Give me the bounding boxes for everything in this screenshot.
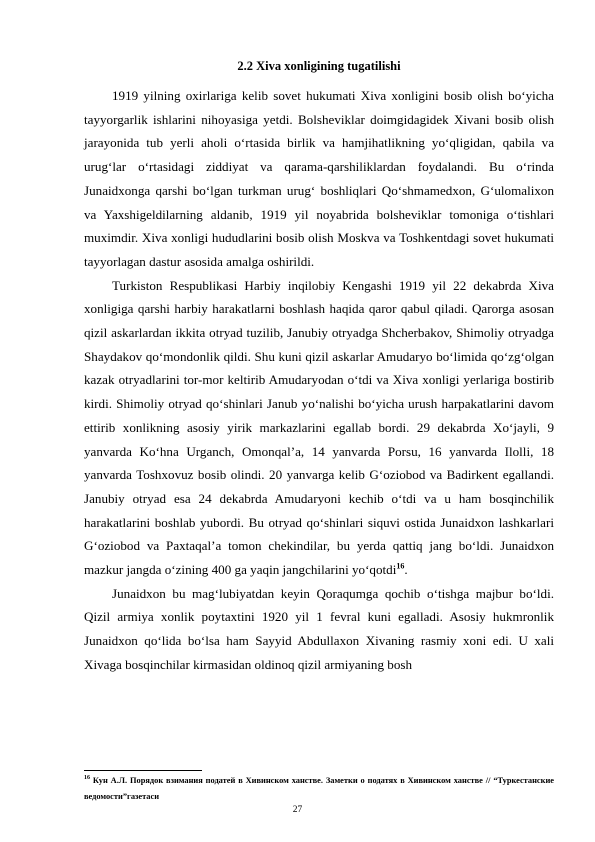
paragraph-1: 1919 yilning oxirlariga kelib sovet hukumati Xiva xonligini bosib olish bo‘yicha tayyorgarlik ishlarini nihoyasiga yetdi. Bolsheviklar doimgidagidek Xivani bosib olish jarayonida tub yerli aholi o‘rtasida birlik va hamjihatlikning yo‘qligidan, qabila va urug‘lar o‘rtasidagi ziddiyat va qarama-qarshiliklardan foydalandi. Bu o‘rinda Junaidxonga qarshi bo‘lgan turkman urug‘ boshliqlari Qo‘shmamedxon, G‘ulomalixon va Yaxshigeldilarning aldanib, 1919 yil noyabrida bolsheviklar tomoniga o‘tishlari muximdir. Xiva xonligi hududlarini bosib olish Moskva va Toshkentdagi sovet hukumati tayyorlagan dastur asosida amalga oshirildi. — [84, 88, 554, 269]
footnote-reference[interactable]: 16 — [396, 561, 405, 571]
footnote-divider — [84, 770, 202, 771]
paragraph-2-text: Turkiston Respublikasi Harbiy inqilobiy Kengashi 1919 yil 22 dekabrda Xiva xonligiga qarshi harbiy harakatlarni boshlash haqida qaror qabul qiladi. Qarorga asosan qizil askarlardan ikkita otryad tuzilib, Janubiy otryadga Shcherbakov, Shimoliy otryadga Shaydakov qo‘mondonlik qildi. Shu kuni qizil askarlar Amudaryo bo‘limida qo‘zg‘olgan kazak otryadlarini tor-mor keltirib Amudaryodan o‘tdi va Xiva xonligi yerlariga bostirib kirdi. Shimoliy otryad qo‘shinlari Janub yo‘nalishi bo‘yicha urush harpakatlarini davom ettirib xonlikning asosiy yirik markazlarini egallab bordi. 29 dekabrda Xo‘jayli, 9 yanvarda Ko‘hna Urganch, Omonqal’a, 14 yanvarda Porsu, 16 yanvarda Ilolli, 18 yanvarda Toshxovuz bosib olindi. 20 yanvarga kelib G‘oziobod va Badirkent egallandi. Janubiy otryad esa 24 dekabrda Amudaryoni kechib o‘tdi va u ham bosqinchilik harakatlarini boshlab yubordi. Bu otryad qo‘shinlari siquvi ostida Junaidxon lashkarlari G‘oziobod va Paxtaqal’a tomon chekindilar, bu yerda qattiq jang bo‘ldi. Junaidxon mazkur jangda o‘zining 400 ga yaqin jangchilarini yo‘qotdi — [84, 277, 554, 578]
footnote — [84, 773, 554, 805]
paragraph-3: Junaidxon bu mag‘lubiyatdan keyin Qoraqumga qochib o‘tishga majbur bo‘ldi. Qizil armiya xonlik poytaxtini 1920 yil 1 fevral kuni egalladi. Asosiy hukmronlik Junaidxon qo‘lida bo‘lsa ham Sayyid Abdullaxon Xivaning rasmiy xoni edi. U xali Xivaga bosqinchilar kirmasidan oldinoq qizil armiyaning bosh — [84, 585, 554, 672]
section-heading: 2.2 Xiva xonligining tugatilishi — [237, 59, 401, 73]
footnote-number: 16 — [84, 775, 90, 782]
page-number: 27 — [292, 805, 303, 815]
footnote-reference-suffix: . — [404, 562, 408, 578]
body-text — [84, 84, 554, 677]
footnote-text: Кун А.Л. Порядок взимания податей в Хивинском ханстве. Заметки о податях в Хивинском ханстве // “Туркестанские ведомости”газетаси — [84, 776, 554, 801]
paragraph-2 — [84, 274, 554, 582]
